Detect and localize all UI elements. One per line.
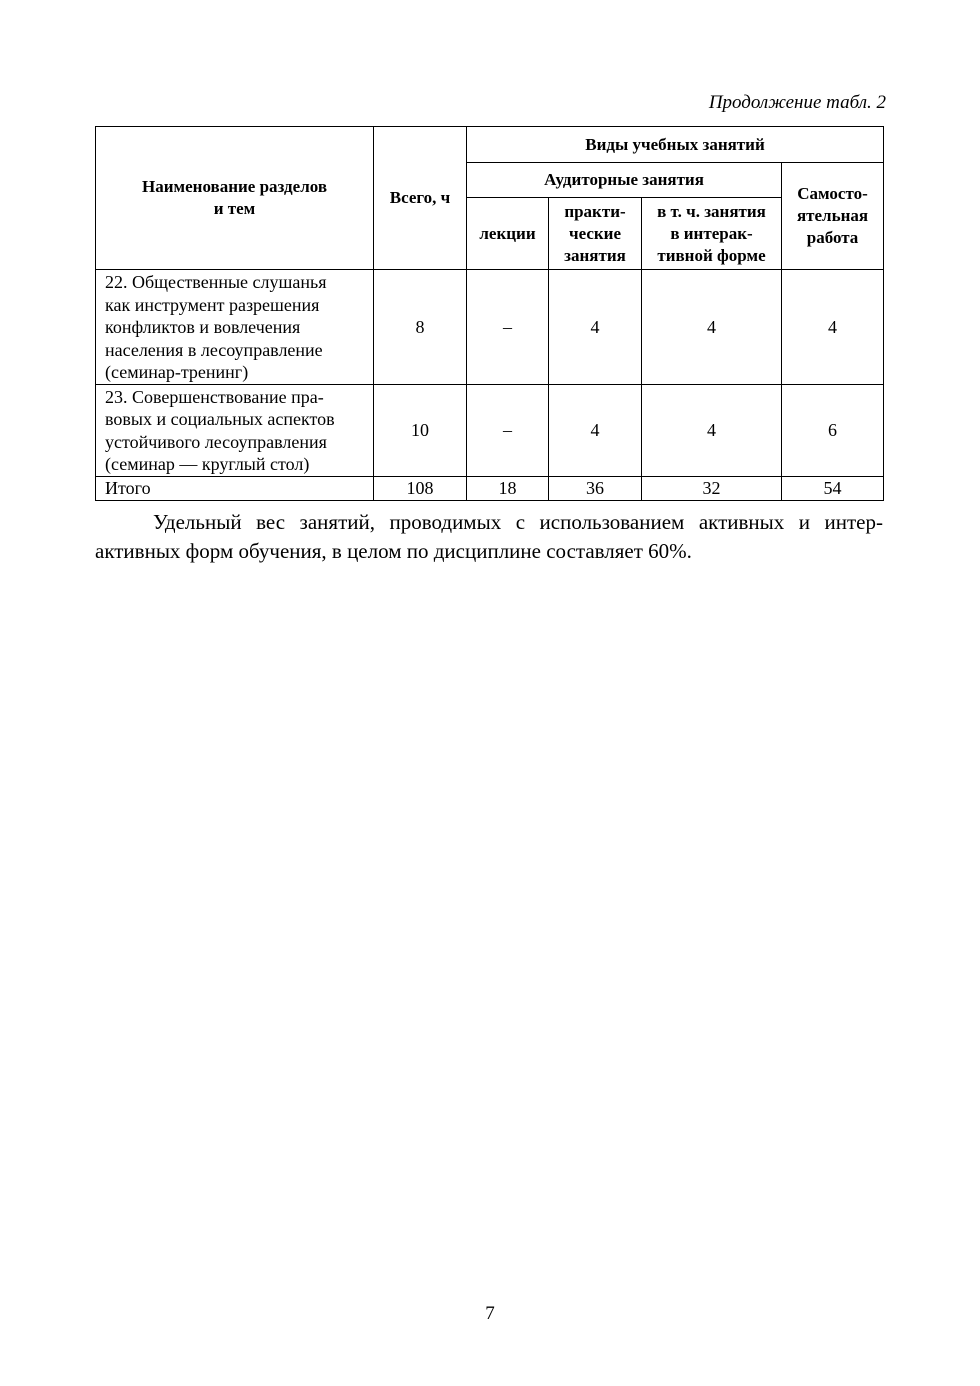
table-total-row	[96, 476, 884, 500]
row-section-name: 23. Совершенствование пра- вовых и социальных аспектов устойчивого лесоуправления (семинар — круглый стол)	[96, 384, 374, 476]
row-practical: 4	[549, 384, 642, 476]
table-continuation-label: Продолжение табл. 2	[708, 92, 886, 113]
total-practical: 36	[549, 476, 642, 500]
row-interactive: 4	[642, 384, 782, 476]
row-interactive: 4	[642, 270, 782, 385]
row-self-study: 6	[782, 384, 884, 476]
header-auditory-classes: Аудиторные занятия	[467, 163, 782, 198]
row-total-hours: 10	[374, 384, 467, 476]
header-practical: практи- ческие занятия	[549, 198, 642, 270]
header-lectures: лекции	[467, 198, 549, 270]
header-total-hours: Всего, ч	[374, 127, 467, 270]
row-total-hours: 8	[374, 270, 467, 385]
study-hours-table	[95, 126, 884, 501]
body-paragraph: Удельный вес занятий, проводимых с использованием активных и интер-активных форм обучения, в целом по дисциплине составляет 60%.	[95, 510, 883, 563]
header-interactive: в т. ч. занятия в интерак- тивной форме	[642, 198, 782, 270]
total-interactive: 32	[642, 476, 782, 500]
total-self-study: 54	[782, 476, 884, 500]
row-lectures: –	[467, 270, 549, 385]
header-self-study: Самосто- ятельная работа	[782, 163, 884, 270]
total-lectures: 18	[467, 476, 549, 500]
row-self-study: 4	[782, 270, 884, 385]
header-section-name: Наименование разделов и тем	[96, 127, 374, 270]
total-label: Итого	[96, 476, 374, 500]
total-hours: 108	[374, 476, 467, 500]
table-row	[96, 270, 884, 385]
table-row	[96, 384, 884, 476]
row-lectures: –	[467, 384, 549, 476]
row-practical: 4	[549, 270, 642, 385]
row-section-name: 22. Общественные слушанья как инструмент разрешения конфликтов и вовлечения населения в лесоуправление (семинар-тренинг)	[96, 270, 374, 385]
page-number: 7	[485, 1303, 495, 1324]
header-kinds-of-classes: Виды учебных занятий	[467, 127, 884, 163]
